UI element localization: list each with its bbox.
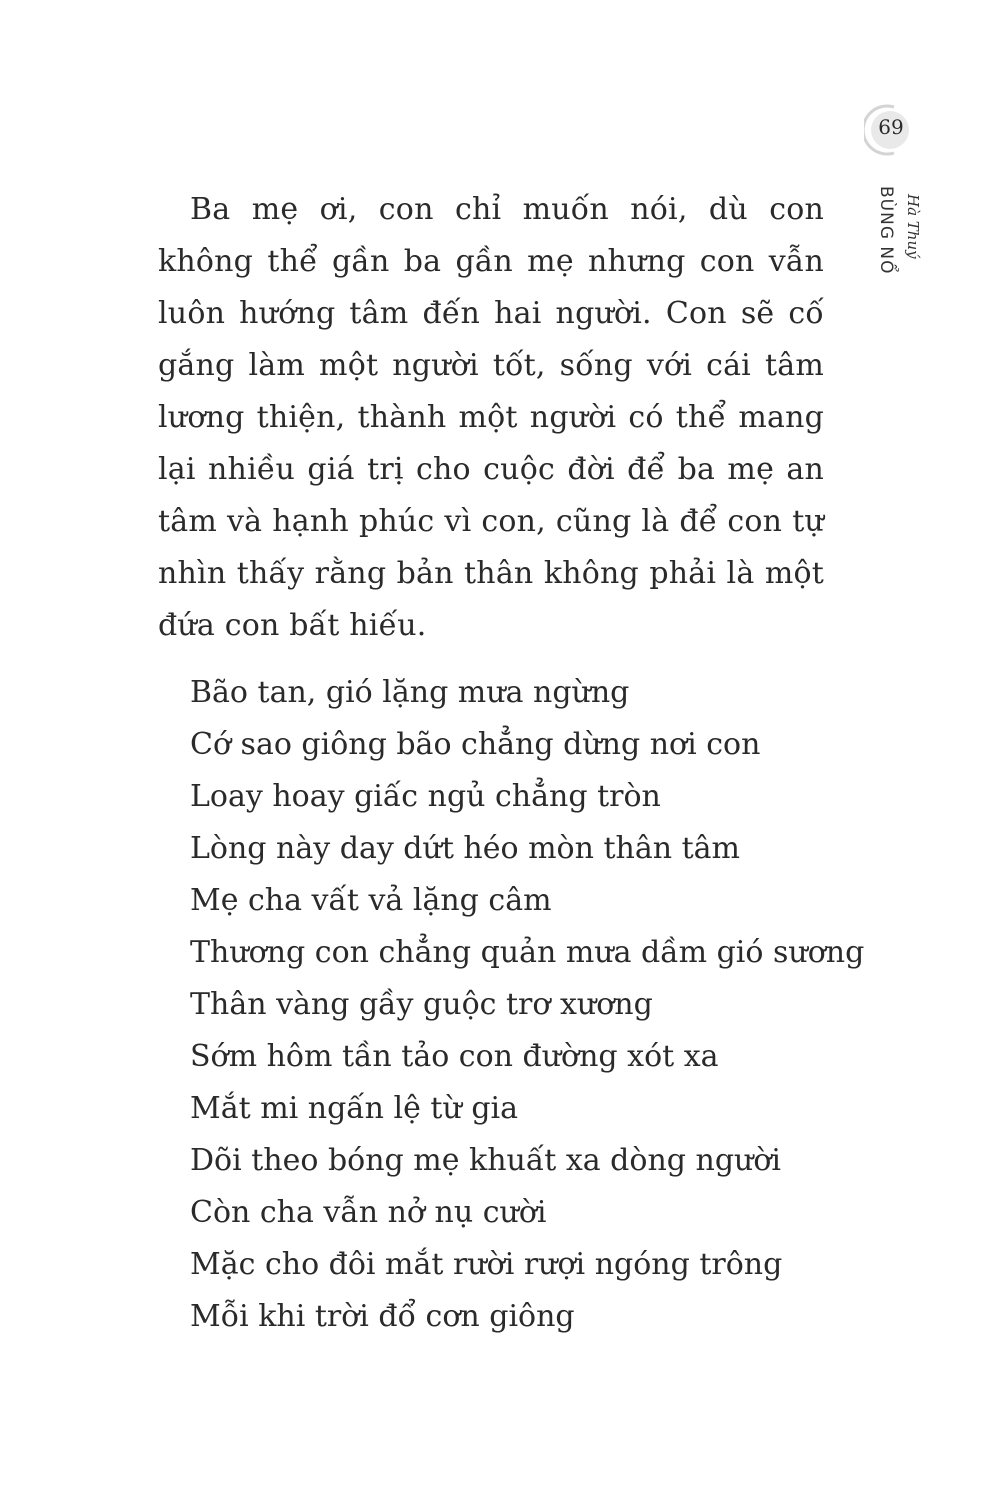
poem-line: Mắt mi ngấn lệ từ gia <box>190 1091 519 1126</box>
poem-line: Sớm hôm tần tảo con đường xót xa <box>190 1039 719 1074</box>
poem-line: Lòng này day dứt héo mòn thân tâm <box>190 831 740 866</box>
poem-line: Mặc cho đôi mắt rười rượi ngóng trông <box>190 1247 783 1282</box>
poem-line: Thân vàng gầy guộc trơ xương <box>190 987 653 1022</box>
running-header <box>868 186 928 296</box>
page-number-badge <box>864 104 912 156</box>
poem <box>190 667 865 1343</box>
poem-line: Còn cha vẫn nở nụ cười <box>190 1195 547 1230</box>
poem-line: Mẹ cha vất vả lặng câm <box>190 883 552 918</box>
book-title: BÙNG NỔ <box>876 186 896 275</box>
poem-line: Dõi theo bóng mẹ khuất xa dòng người <box>190 1143 782 1178</box>
poem-line: Loay hoay giấc ngủ chẳng tròn <box>190 779 661 814</box>
body-paragraph: Ba mẹ ơi, con chỉ muốn nói, dù con không thể gần ba gần mẹ nhưng con vẫn luôn hướng tâm đến hai người. Con sẽ cố gắng làm một người tốt, sống với cái tâm lương thiện, thành một người có thể mang lại nhiều giá trị cho cuộc đời để ba mẹ an tâm và hạnh phúc vì con, cũng là để con tự nhìn thấy rằng bản thân không phải là một đứa con bất hiếu. <box>158 192 824 643</box>
poem-line: Cớ sao giông bão chẳng dừng nơi con <box>190 727 761 762</box>
poem-line: Mỗi khi trời đổ cơn giông <box>190 1299 575 1334</box>
poem-line: Bão tan, gió lặng mưa ngừng <box>190 675 630 710</box>
page-number: 69 <box>878 115 904 139</box>
author-signature: Hà Thuý <box>904 194 922 259</box>
poem-line: Thương con chẳng quản mưa dầm gió sương <box>190 935 865 970</box>
